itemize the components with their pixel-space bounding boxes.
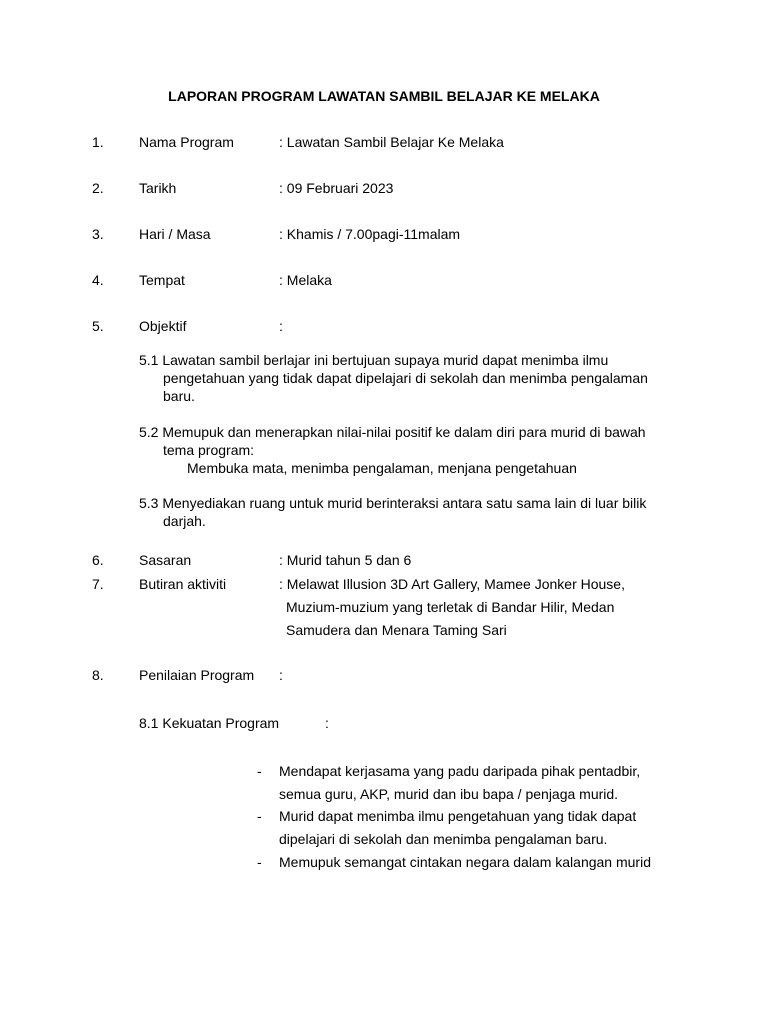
item-label-butiran-aktiviti: Butiran aktiviti bbox=[139, 576, 227, 592]
bullet-dash-1: - bbox=[257, 763, 262, 779]
item-number-5: 5. bbox=[92, 318, 104, 334]
item-value-nama-program: : Lawatan Sambil Belajar Ke Melaka bbox=[279, 134, 504, 150]
item-value-butiran-aktiviti-line-3: Samudera dan Menara Taming Sari bbox=[286, 622, 507, 638]
item-label-nama-program: Nama Program bbox=[139, 134, 234, 150]
objective-5-3-line-2: darjah. bbox=[163, 513, 206, 529]
objective-5-2-line-2: tema program: bbox=[163, 442, 255, 458]
item-number-1: 1. bbox=[92, 134, 104, 150]
item-value-sasaran: : Murid tahun 5 dan 6 bbox=[279, 552, 412, 568]
objective-5-1-line-2: pengetahuan yang tidak dapat dipelajari di sekolah dan menimba pengalaman bbox=[163, 370, 648, 386]
program-theme: Membuka mata, menimba pengalaman, menjana pengetahuan bbox=[187, 460, 577, 476]
item-value-hari-masa: : Khamis / 7.00pagi-11malam bbox=[279, 226, 461, 242]
objective-5-3 bbox=[139, 494, 646, 530]
item-number-4: 4. bbox=[92, 272, 104, 288]
objective-5-1-line-1: 5.1 Lawatan sambil berlajar ini bertujuan supaya murid dapat menimba ilmu bbox=[139, 352, 609, 368]
subsection-8-1-colon: : bbox=[325, 715, 329, 731]
bullet-3-line-1: Memupuk semangat cintakan negara dalam kalangan murid bbox=[279, 854, 651, 870]
item-value-butiran-aktiviti-line-2: Muzium-muzium yang terletak di Bandar Hilir, Medan bbox=[286, 599, 615, 615]
objective-5-1-line-3: baru. bbox=[163, 388, 195, 404]
bullet-dash-3: - bbox=[257, 854, 262, 870]
objective-5-1 bbox=[139, 351, 648, 405]
item-label-penilaian-program: Penilaian Program bbox=[139, 667, 255, 683]
item-label-sasaran: Sasaran bbox=[139, 552, 192, 568]
item-number-8: 8. bbox=[92, 667, 104, 683]
item-number-2: 2. bbox=[92, 180, 104, 196]
objective-5-2-line-1: 5.2 Memupuk dan menerapkan nilai-nilai positif ke dalam diri para murid di bawah bbox=[139, 424, 646, 440]
item-label-objektif: Objektif bbox=[139, 318, 187, 334]
item-value-tarikh: : 09 Februari 2023 bbox=[279, 180, 394, 196]
item-number-3: 3. bbox=[92, 226, 104, 242]
item-label-tarikh: Tarikh bbox=[139, 180, 177, 196]
objective-5-3-line-1: 5.3 Menyediakan ruang untuk murid berinteraksi antara satu sama lain di luar bilik bbox=[139, 495, 647, 511]
item-label-hari-masa: Hari / Masa bbox=[139, 226, 211, 242]
item-value-butiran-aktiviti-line-1: : Melawat Illusion 3D Art Gallery, Mamee Jonker House, bbox=[279, 576, 625, 592]
bullet-2-line-2: dipelajari di sekolah dan menimba pengalaman baru. bbox=[279, 831, 608, 847]
item-number-6: 6. bbox=[92, 552, 104, 568]
bullet-2-line-1: Murid dapat menimba ilmu pengetahuan yang tidak dapat bbox=[279, 808, 637, 824]
document-title: LAPORAN PROGRAM LAWATAN SAMBIL BELAJAR KE MELAKA bbox=[168, 88, 600, 104]
item-value-tempat: : Melaka bbox=[279, 272, 332, 288]
item-number-7: 7. bbox=[92, 576, 104, 592]
subsection-8-1-label: 8.1 Kekuatan Program bbox=[139, 715, 280, 731]
bullet-dash-2: - bbox=[257, 808, 262, 824]
item-value-objektif: : bbox=[279, 318, 283, 334]
objective-5-2 bbox=[139, 423, 646, 477]
item-label-tempat: Tempat bbox=[139, 272, 185, 288]
item-value-penilaian-program: : bbox=[279, 667, 283, 683]
bullet-1-line-2: semua guru, AKP, murid dan ibu bapa / penjaga murid. bbox=[279, 786, 619, 802]
bullet-1-line-1: Mendapat kerjasama yang padu daripada pihak pentadbir, bbox=[279, 763, 641, 779]
